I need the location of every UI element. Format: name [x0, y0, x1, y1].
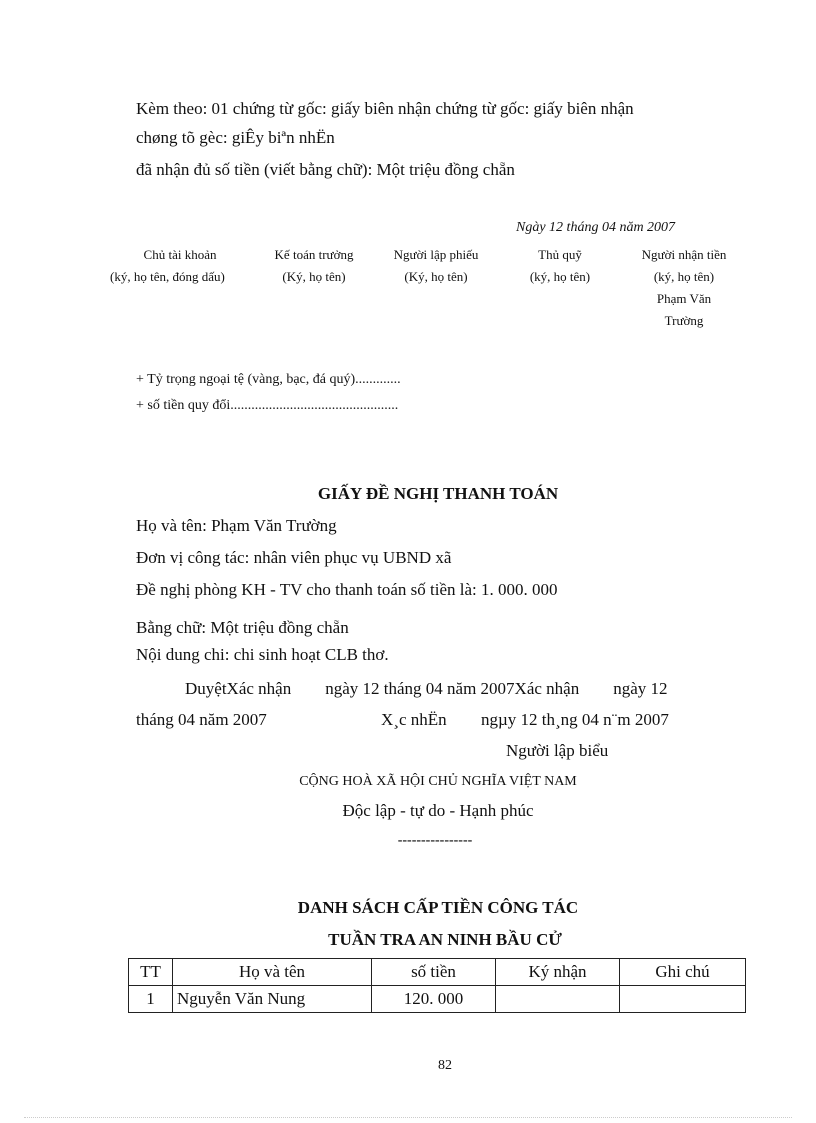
- request-amount: Đề nghị phòng KH - TV cho thanh toán số tiền là: 1. 000. 000: [136, 580, 558, 599]
- signer-account-holder: [110, 244, 250, 288]
- heading-rule: ----------------: [397, 833, 473, 848]
- request-unit: Đơn vị công tác: nhân viên phục vụ UBND xã: [136, 548, 452, 567]
- col-note: Ghi chú: [620, 959, 746, 986]
- signer-name: Phạm Văn Trường: [656, 291, 712, 328]
- signer-title: Kế toán trưởng: [274, 247, 354, 262]
- preparer-label: Người lập biểu: [506, 741, 609, 760]
- request-amount-words: Bằng chữ: Một triệu đồng chẵn: [136, 618, 349, 637]
- list-subtitle: TUẦN TRA AN NINH BẦU CỬ: [328, 930, 562, 949]
- signer-note: (Ký, họ tên): [404, 269, 468, 284]
- signer-recipient: [626, 244, 742, 332]
- cell-name: Nguyễn Văn Nung: [173, 986, 372, 1013]
- attachment-line: Kèm theo: 01 chứng từ gốc: giấy biên nhận chứng từ gốc: giấy biên nhận: [136, 99, 634, 118]
- signer-preparer: [378, 244, 494, 288]
- request-name: Họ và tên: Phạm Văn Trường: [136, 516, 337, 535]
- foreign-currency-line: + Tỷ trọng ngoại tệ (vàng, bạc, đá quý).............: [136, 372, 401, 387]
- signer-title: Thủ quỹ: [538, 247, 582, 262]
- page-number: 82: [438, 1058, 452, 1073]
- motto: Độc lập - tự do - Hạnh phúc: [342, 801, 534, 820]
- col-signature: Ký nhận: [496, 959, 620, 986]
- signer-chief-accountant: [258, 244, 370, 288]
- request-title: GIẤY ĐỀ NGHỊ THANH TOÁN: [317, 484, 559, 503]
- col-tt: TT: [129, 959, 173, 986]
- list-title: DANH SÁCH CẤP TIỀN CÔNG TÁC: [297, 898, 579, 917]
- receipt-date: Ngày 12 tháng 04 năm 2007: [516, 220, 676, 235]
- signer-note: (ký, họ tên, đóng dấu): [110, 269, 225, 284]
- cell-tt: 1: [129, 986, 173, 1013]
- signer-note: (Ký, họ tên): [282, 269, 346, 284]
- approval-line-2c: ngµy 12 th¸ng 04 n¨m 2007: [481, 710, 669, 729]
- signer-note: (ký, họ tên): [653, 269, 715, 284]
- table-header-row: [129, 959, 746, 986]
- converted-amount-line: + số tiền quy đổi................................................: [136, 398, 399, 413]
- approval-line-1: DuyệtXác nhận ngày 12 tháng 04 năm 2007Xác nhận ngày 12: [185, 679, 668, 698]
- payment-list-table: [128, 958, 746, 1013]
- col-name: Họ và tên: [173, 959, 372, 986]
- signer-title: Người lập phiếu: [393, 247, 479, 262]
- approval-line-2b: X¸c nhËn: [381, 710, 447, 729]
- cell-note: [620, 986, 746, 1013]
- signer-title: Chủ tài khoản: [143, 247, 217, 262]
- col-amount: số tiền: [372, 959, 496, 986]
- request-content: Nội dung chi: chi sinh hoạt CLB thơ.: [136, 645, 389, 664]
- page-bottom-border: [24, 1117, 792, 1118]
- signer-note: (ký, họ tên): [529, 269, 591, 284]
- signer-cashier: [506, 244, 614, 288]
- cell-amount: 120. 000: [372, 986, 496, 1013]
- nation-heading: CỘNG HOÀ XÃ HỘI CHỦ NGHĨA VIỆT NAM: [299, 774, 577, 789]
- attachment-line-garbled: chøng tõ gèc: giÊy biªn nhËn: [136, 128, 335, 147]
- amount-in-words-line: đã nhận đủ số tiền (viết bằng chữ): Một triệu đồng chẵn: [136, 160, 515, 179]
- signer-title: Người nhận tiền: [641, 247, 727, 262]
- approval-line-2a: tháng 04 năm 2007: [136, 710, 267, 729]
- table-row: [129, 986, 746, 1013]
- cell-signature: [496, 986, 620, 1013]
